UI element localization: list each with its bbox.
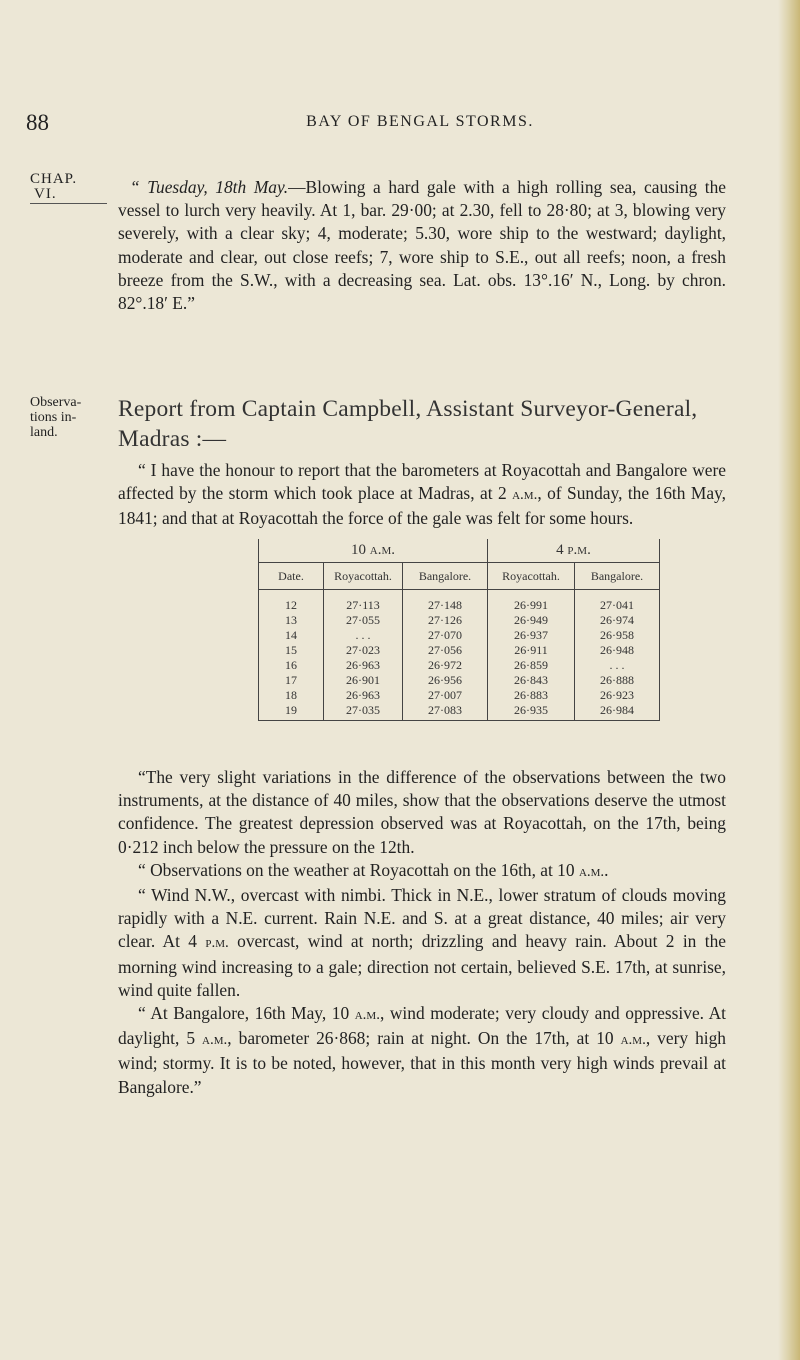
cell-value: 26·935 [488,703,575,721]
cell-value: 27·070 [403,628,488,643]
cell-value: 26·974 [575,613,660,628]
cell-value: 27·055 [324,613,403,628]
cell-date: 12 [259,590,324,614]
table-row [259,628,660,643]
chapter-rule [30,203,107,204]
cell-value: 26·911 [488,643,575,658]
group-am [259,539,488,563]
cell-value: . . . [575,658,660,673]
cell-value: 26·963 [324,688,403,703]
cell-value: 27·126 [403,613,488,628]
weather-heading-paragraph [118,859,726,884]
report-intro-paragraph [118,459,726,531]
group-pm [488,539,660,563]
cell-value: 26·883 [488,688,575,703]
cell-value: 27·007 [403,688,488,703]
cell-value: 26·958 [575,628,660,643]
table-group-header [259,539,660,563]
cell-value: 26·901 [324,673,403,688]
group-pm-label: 4 p.m. [556,542,591,558]
cell-value: 26·949 [488,613,575,628]
cell-date: 16 [259,658,324,673]
table-row [259,613,660,628]
cell-value: 26·972 [403,658,488,673]
bangalore-text-1: “ At Bangalore, 16th May, 10 [138,1003,355,1024]
cell-value: 26·859 [488,658,575,673]
cell-value: 27·035 [324,703,403,721]
am-abbrev: a.m. [354,1007,380,1024]
cell-value: 26·888 [575,673,660,688]
bangalore-text-2: , wind moderate; very cloudy and oppressive. At daylight, 5 [118,1003,727,1049]
page-edge [778,0,800,1360]
barometer-table [258,539,660,721]
cell-value: 26·937 [488,628,575,643]
cell-value: 26·923 [575,688,660,703]
table-row [259,658,660,673]
table-row [259,673,660,688]
cell-value: 27·083 [403,703,488,721]
cell-value: 27·113 [324,590,403,614]
cell-date: 15 [259,643,324,658]
cell-value: 26·991 [488,590,575,614]
observations-text [118,766,726,1099]
log-entry-text: —Blowing a hard gale with a high rolling sea, causing the vessel to lurch very heavily. At 1, bar. 29·00; at 2.30, fell to 28·80; at 3, blowing very severely, with a clear sky; 4, moderate; 5.30, wore ship to the westward; daylight, moderate and clear, out close reefs; 7, wore ship to S.E., out all reefs; noon, a fresh breeze from the S.W., with a decreasing sea. Lat. obs. 13°.16′ N., Long. by chron. 82°.18′ E.” [118,177,727,314]
variations-paragraph: “The very slight variations in the difference of the observations between the two instruments, at the distance of 40 miles, show that the observations deserve the utmost confidence. The greatest depression observed was at Royacottah, on the 17th, being 0·212 inch below the pressure on the 12th. [118,767,726,857]
royacottah-weather-text-end: overcast, wind at north; drizzling and heavy rain. About 2 in the morning wind increasing to a gale; direction not certain, believed S.E. 17th, at sunrise, wind quite fallen. [118,931,726,1000]
am-abbrev: a.m. [202,1032,228,1049]
chapter-number: VI. [34,186,57,202]
bangalore-weather-paragraph [118,1002,726,1099]
am-abbrev: a.m. [620,1032,646,1049]
col-royacottah-pm: Royacottah. [488,563,575,590]
weather-heading-text: “ Observations on the weather at Royacottah on the 16th, at 10 [138,859,579,880]
report-intro-text: “ I have the honour to report that the barometers at Royacottah and Bangalore were affected by the storm which took place at Madras, at 2 [118,460,726,504]
am-abbrev: a.m. [578,863,605,880]
royacottah-weather-paragraph [118,884,726,1002]
table-row [259,703,660,721]
bangalore-text-4: , very high wind; stormy. It is to be noted, however, that in this month very high winds prevail at Bangalore.” [118,1028,726,1097]
cell-date: 18 [259,688,324,703]
am-abbrev: a.m. [512,487,538,504]
chapter-label: CHAP. [30,171,78,187]
cell-value: 27·056 [403,643,488,658]
table-row [259,590,660,614]
col-bangalore-pm: Bangalore. [575,563,660,590]
group-am-label: 10 a.m. [351,542,395,558]
col-bangalore-am: Bangalore. [403,563,488,590]
col-date: Date. [259,563,324,590]
cell-date: 19 [259,703,324,721]
cell-value: . . . [324,628,403,643]
report-title: Report from Captain Campbell, Assistant Surveyor-General, Madras :— [118,396,698,452]
cell-value: 27·041 [575,590,660,614]
cell-value: 26·956 [403,673,488,688]
cell-value: 26·984 [575,703,660,721]
cell-date: 13 [259,613,324,628]
bangalore-text-3: , barometer 26·868; rain at night. On the 17th, at 10 [227,1028,621,1049]
pm-abbrev: p.m. [205,935,229,952]
royacottah-weather-text: “ Wind N.W., overcast with nimbi. Thick in N.E., lower stratum of clouds moving rapidly with a N.E. current. Rain N.E. and S. at a great distance, 40 miles; air very clear. At 4 [118,885,726,952]
table-column-header [259,563,660,590]
cell-value: 27·023 [324,643,403,658]
chapter-marker [30,172,77,202]
side-note: Observa-tions in-land. [30,395,82,440]
cell-value: 26·843 [488,673,575,688]
col-royacottah-am: Royacottah. [324,563,403,590]
table-row [259,688,660,703]
cell-value: 26·948 [575,643,660,658]
running-head: BAY OF BENGAL STORMS. [306,113,534,130]
log-entry-date: “ Tuesday, 18th May. [130,177,289,197]
cell-date: 14 [259,628,324,643]
table-row [259,643,660,658]
cell-date: 17 [259,673,324,688]
weather-heading-end: . [604,859,609,880]
report-intro-text-end: , of Sunday, the 16th May, 1841; and that at Royacottah the force of the gale was felt for some hours. [118,483,726,529]
log-entry-paragraph [118,176,726,315]
cell-value: 27·148 [403,590,488,614]
cell-value: 26·963 [324,658,403,673]
page-number: 88 [26,110,49,135]
